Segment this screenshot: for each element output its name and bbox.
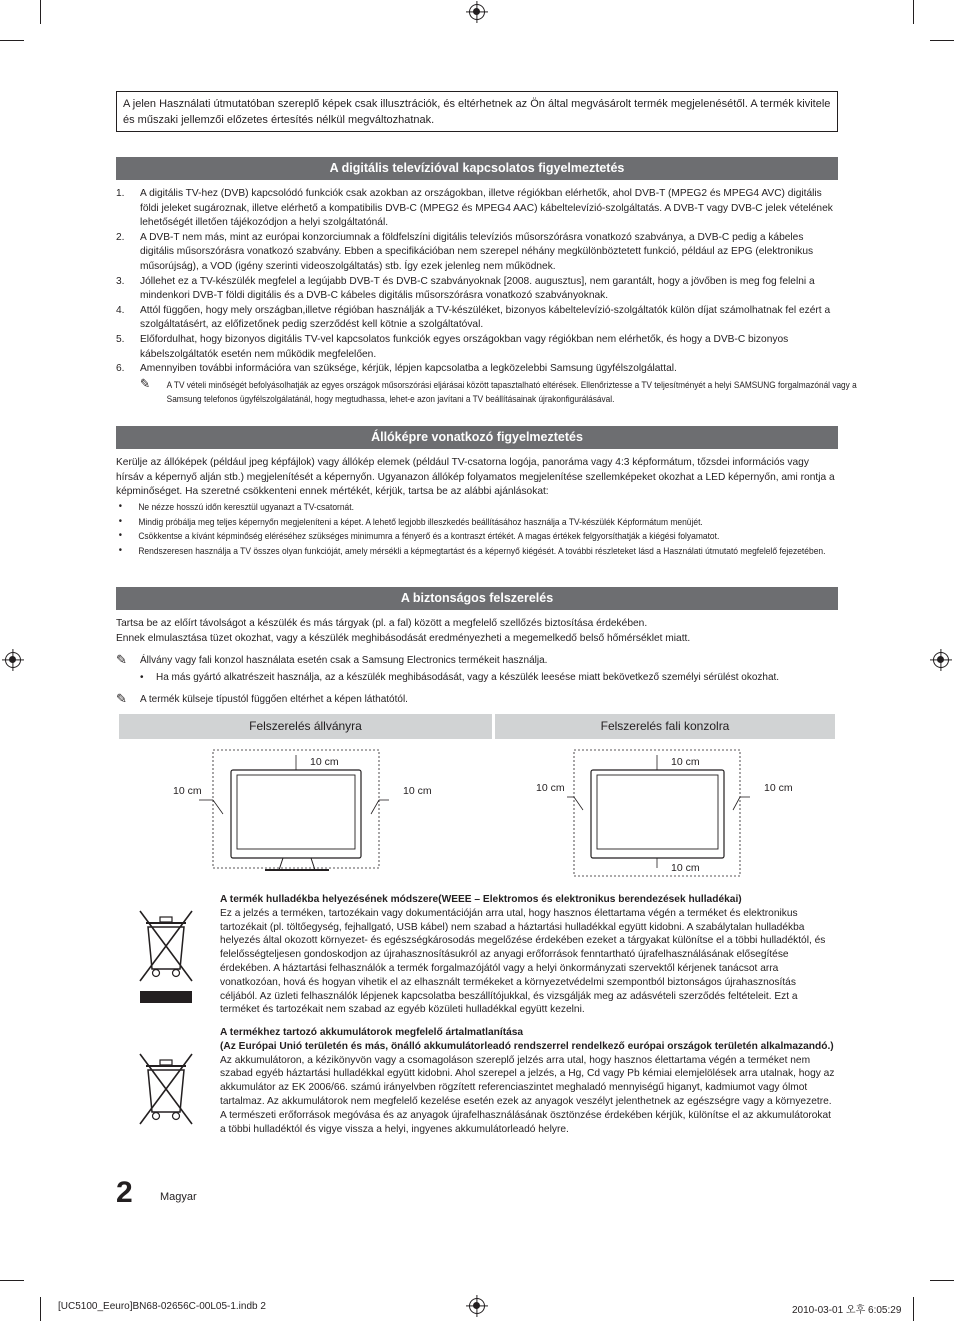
crop-mark	[930, 1280, 954, 1281]
wall-install-header: Felszerelés fali konzolra	[495, 714, 835, 739]
dim-top: 10 cm	[310, 756, 339, 768]
registration-mark-icon	[933, 652, 949, 668]
installation-heading: A biztonságos felszerelés	[116, 587, 838, 610]
registration-mark-icon	[469, 4, 485, 20]
battery-title: A termékhez tartozó akkumulátorok megfelelő ártalmatlanítása	[220, 1027, 524, 1038]
reception-note: ✎ A TV vételi minőségét befolyásolhatják az egyes országok műsorszórási eljárásai között tapasztalható eltérések. Ellenőriztesse a TV teljesítményét a helyi SAMSUNG forgalmazónál vagy a Samsung telefonos ügyfélszolgálatánál, hogy megtudhassa, lehet-e azon javítani a TV beállításainak újrakonfigurálásával.	[140, 375, 857, 404]
crop-mark	[40, 0, 41, 24]
list-item: 5. Előfordulhat, hogy bizonyos digitális TV-vel kapcsolatos funkciók egyes országokban vagy régiókban nem elérhetők, és hogy a DVB-C bizonyos kábelszolgáltatók esetén nem működik megfelelően.	[116, 333, 789, 360]
battery-body: Az akkumulátoron, a kézikönyvön vagy a csomagoláson szereplő jelzés arra utal, hogy hasznos élettartama végén a terméket nem szabad egyéb háztartási hulladékkal együtt kidobni. Ahol szerepel a jelzés, a Hg, Cd vagy Pb kémiai elemjelölések arra utalnak, hogy az akkumulátor az EK 2006/66. számú irányelvben rögzített referenciaszintet meghaladó mennyiségű higanyt, kadmiumot vagy ólmot tartalmaz. Az akkumulátorok nem megfelelő kezelése esetén ezek az anyagok veszélyt jelenthetnek az egészségre vagy a környezetre. A természeti erőforrások megóvása és az anyagok újrafelhasználásának ösztönzése érdekében kérjük, különítse el az akkumulátorokat a többi hulladéktól és vigye vissza a helyi, ingyenes akkumulátorleadó helyre.	[220, 1054, 835, 1135]
print-file-name: [UC5100_Eeuro]BN68-02656C-00L05-1.indb 2	[58, 1301, 266, 1312]
dim-right: 10 cm	[764, 782, 793, 794]
list-item: 3. Jóllehet ez a TV-készülék megfelel a legújabb DVB-T és DVB-C szabványoknak [2008. augusztus], nem garantált, hogy a jövőben is meg fog felelni a mindenkori DVB-T földi digitális és a DVB-C kábeles digitális műsorszórásra vonatkozó szabványoknak.	[116, 275, 815, 302]
installation-note-2: ✎ A termék külseje típustól függően eltérhet a képen láthatótól.	[116, 691, 408, 706]
list-item: 4. Attól függően, hogy mely országban,illetve régióban használják a TV-készüléket, bizonyos kábeltelevízió-szolgáltatók külön díjat számolhatnak fel ezért a szolgáltatásért, az előfizetőnek pedig szerződést kell kötnie a szolgáltatóval.	[116, 304, 831, 331]
registration-mark-icon	[5, 652, 21, 668]
dim-left: 10 cm	[173, 785, 202, 797]
installation-sub-bullet: • Ha más gyártó alkatrészeit használja, az a készülék meghibásodását, vagy a készülék leesése miatt bekövetkező személyi sérülést okozhat.	[140, 672, 780, 683]
list-item: • Mindig próbálja meg teljes képernyőn megjeleníteni a képet. A lehető legjobb illeszkedés beállításához használja a TV-készülék Képformátum menüjét.	[116, 515, 857, 530]
pencil-note-icon: ✎	[140, 375, 151, 391]
print-date: 2010-03-01 오후 6:05:29	[792, 1305, 902, 1316]
still-image-intro: Kerülje az állóképek (például jpeg képfájlok) vagy állókép elemek (például TV-csatorna logója, panoráma vagy 4:3 képformátum, tőzsdei információs vagy hírsáv a képernyő alján stb.) megjelenítését a képernyőn. Ugyanazon állókép folyamatos megjelenítése szellemképeket okozhat a LED képernyőn, ami rontja a képminőséget. Ha szeretné csökkenteni ennek mértékét, kérjük, tartsa be az alábbi ajánlásokat:	[116, 457, 835, 498]
stand-install-header: Felszerelés állványra	[119, 714, 492, 739]
crop-mark	[40, 1297, 41, 1321]
digital-tv-heading: A digitális televízióval kapcsolatos figyelmeztetés	[116, 157, 838, 180]
dim-top: 10 cm	[671, 756, 700, 768]
weee-title: A termék hulladékba helyezésének módszere(WEEE – Elektromos és elektronikus berendezések hulladékai)	[220, 894, 742, 905]
battery-section	[220, 1026, 835, 1136]
weee-section	[220, 893, 835, 1017]
installation-p2: Ennek elmulasztása tüzet okozhat, vagy a készülék meghibásodását eredményezheti a megemelkedő belső hőmérséklet miatt.	[116, 633, 691, 644]
crop-mark	[0, 40, 24, 41]
dim-right: 10 cm	[403, 785, 432, 797]
crossed-bin-icon	[136, 905, 196, 1005]
stand-clearance-diagram	[119, 742, 492, 882]
list-item: • Csökkentse a kívánt képminőség eléréséhez szükséges minimumra a fényerő és a kontraszt értékét. A magas értékek felgyorsíthatják a kiégési folyamatot.	[116, 529, 857, 544]
installation-p1: Tartsa be az előírt távolságot a készülék és más tárgyak (pl. a fal) között a megfelelő szellőzés biztosítása érdekében.	[116, 618, 648, 629]
page-language: Magyar	[160, 1191, 197, 1203]
registration-mark-icon	[469, 1298, 485, 1314]
crop-mark	[930, 40, 954, 41]
battery-subtitle: (Az Európai Unió területén és más, önálló akkumulátorleadó rendszerrel rendelkező európai országok területén alkalmazandó.)	[220, 1040, 834, 1052]
crop-mark	[913, 0, 914, 24]
weee-body: Ez a jelzés a terméken, tartozékain vagy dokumentációján arra utal, hogy hasznos élettartama végén a terméket és elektronikus tartozékait (pl. töltőegység, fejhallgató, USB kábel) nem szabad a háztartási hulladékkal együtt kidobni. A szabálytalan hulladékba helyezés által okozott környezet- és egészségkárosodás megelőzése érdekében ezeket a tárgyakat különítse el a többi hulladéktól, és felelősségteljesen gondoskodjon az újrahasznosításukról az anyagi erőforrások fenntartható újrafelhasználásának elősegítése érdekében. A háztartási felhasználók a termék forgalmazójától vagy a helyi önkormányzati szervektől kérjenek tanácsot arra vonatkozóan, hová és hogyan vihetik el az elhasznált termékeket a környezetvédelmi szempontból biztonságos újrahasznosítás céljából. Az üzleti felhasználók lépjenek kapcsolatba beszállítójukkal, és vizsgálják meg az adásvételi szerződés feltételeit. Ezt a terméket és tartozékait nem szabad az egyéb közületi hulladékkal együtt kezelni.	[220, 907, 826, 1016]
list-item: 1. A digitális TV-hez (DVB) kapcsolódó funkciók csak azokban az országokban, illetve régiókban elérhetők, ahol DVB-T (MPEG2 és MPEG4 AVC) digitális földi jeleket sugároznak, illetve elérhető a kompatibilis DVB-C (MPEG2 és MPEG4 AAC) kábeltelevízió-szolgáltatás. A DVB-T vagy DVB-C jelek vételének lehetőségét illetően tájékozódjon a helyi szolgáltatónál.	[116, 188, 833, 229]
pencil-note-icon: ✎	[116, 652, 127, 667]
wall-clearance-diagram	[495, 742, 835, 882]
still-image-bullets	[116, 500, 838, 558]
page-number: 2	[116, 1176, 133, 1209]
digital-tv-list	[116, 187, 857, 406]
list-item: 2. A DVB-T nem más, mint az európai konzorciumnak a földfelszíni digitális televíziós műsorszórásra vonatkozó szabványa, a DVB-C pedig a kábeles digitális műsorszórásra vonatkozó szabvány. Ebben a specifikációban nem szerepel néhány megkülönböztetett funkció, például az EPG (elektronikus műsorújság), a VOD (igény szerinti videoszolgáltatás) stb. Így ezek jelenleg nem működnek.	[116, 231, 814, 272]
crop-mark	[913, 1297, 914, 1321]
dim-bottom: 10 cm	[671, 862, 700, 874]
illustration-notice: A jelen Használati útmutatóban szereplő képek csak illusztrációk, és eltérhetnek az Ön által megvásárolt termék megjelenésétől. A termék kivitele és műszaki jellemzői előzetes értesítés nélkül megváltozhatnak.	[116, 91, 838, 132]
list-item: 6. Amennyiben további információra van szüksége, kérjük, lépjen kapcsolatba a legközelebbi Samsung ügyfélszolgálattal. ✎ A TV vételi minőségét befolyásolhatják az egyes országok műsorszórási eljárásai között tapasztalható eltérések. Ellenőriztesse a TV teljesítményét a helyi SAMSUNG forgalmazónál vagy a Samsung telefonos ügyfélszolgálatánál, hogy megtudhassa, lehet-e azon javítani a TV beállításainak újrakonfigurálásával.	[116, 362, 838, 406]
dim-left: 10 cm	[536, 782, 565, 794]
list-item: • Ne nézze hosszú időn keresztül ugyanazt a TV-csatornát.	[116, 500, 857, 515]
crossed-battery-bin-icon	[136, 1048, 196, 1126]
still-image-heading: Állóképre vonatkozó figyelmeztetés	[116, 426, 838, 449]
crop-mark	[0, 1280, 24, 1281]
installation-note-1: ✎ Állvány vagy fali konzol használata esetén csak a Samsung Electronics termékeit használja.	[116, 652, 548, 667]
pencil-note-icon: ✎	[116, 691, 127, 706]
list-item: • Rendszeresen használja a TV összes olyan funkcióját, amely mérsékli a képmegtartást és a képernyő kiégését. A további részleteket lásd a Használati útmutató megfelelő fejezetében.	[116, 544, 857, 559]
